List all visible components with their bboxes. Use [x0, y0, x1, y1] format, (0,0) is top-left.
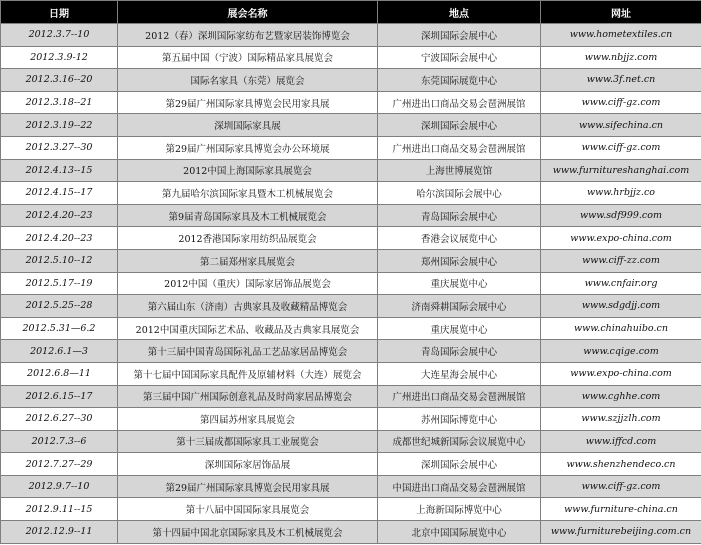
cell-venue: 宁波国际会展中心: [378, 46, 541, 69]
cell-date: 2012.5.17--19: [1, 272, 118, 295]
table-row: [1, 114, 701, 137]
cell-exhibition-name: 第十四届中国北京国际家具及木工机械展览会: [118, 521, 378, 544]
cell-website: www.sdf999.com: [541, 204, 701, 227]
cell-exhibition-name: 第29届广州国际家具博览会民用家具展: [118, 91, 378, 114]
cell-exhibition-name: 2012香港国际家用纺织品展览会: [118, 227, 378, 250]
cell-date: 2012.3.7--10: [1, 24, 118, 47]
cell-venue: 广州进出口商品交易会琶洲展馆: [378, 91, 541, 114]
cell-website: www.szjjzlh.com: [541, 408, 701, 431]
cell-date: 2012.3.16--20: [1, 69, 118, 92]
cell-venue: 青岛国际会展中心: [378, 204, 541, 227]
table-row: [1, 227, 701, 250]
cell-website: www.chinahuibo.cn: [541, 317, 701, 340]
cell-venue: 北京中国国际展览中心: [378, 521, 541, 544]
cell-date: 2012.3.27--30: [1, 136, 118, 159]
cell-venue: 苏州国际博览中心: [378, 408, 541, 431]
table-row: [1, 340, 701, 363]
cell-date: 2012.3.19--22: [1, 114, 118, 137]
cell-date: 2012.4.13--15: [1, 159, 118, 182]
table-row: [1, 498, 701, 521]
table-row: [1, 69, 701, 92]
cell-exhibition-name: 第十七届中国国际家具配件及原辅材料（大连）展览会: [118, 362, 378, 385]
cell-venue: 广州进出口商品交易会琶洲展馆: [378, 385, 541, 408]
cell-website: www.furniturebeijing.com.cn: [541, 521, 701, 544]
cell-exhibition-name: 第十三届中国青岛国际礼品工艺品家居品博览会: [118, 340, 378, 363]
cell-date: 2012.6.27--30: [1, 408, 118, 431]
cell-date: 2012.12.9--11: [1, 521, 118, 544]
cell-website: www.shenzhendeco.cn: [541, 453, 701, 476]
cell-venue: 广州进出口商品交易会琶洲展馆: [378, 136, 541, 159]
table-row: [1, 453, 701, 476]
table-row: [1, 521, 701, 544]
cell-exhibition-name: 2012中国（重庆）国际家居饰品展览会: [118, 272, 378, 295]
cell-website: www.hometextiles.cn: [541, 24, 701, 47]
cell-venue: 上海新国际博览中心: [378, 498, 541, 521]
cell-website: www.sifechina.cn: [541, 114, 701, 137]
table-row: [1, 475, 701, 498]
cell-exhibition-name: 第十八届中国国际家具展览会: [118, 498, 378, 521]
cell-venue: 成都世纪城新国际会议展览中心: [378, 430, 541, 453]
header-exhibition-name: 展会名称: [118, 1, 378, 24]
table-row: [1, 91, 701, 114]
cell-website: www.sdgdjj.com: [541, 295, 701, 318]
cell-date: 2012.6.15--17: [1, 385, 118, 408]
cell-date: 2012.9.11--15: [1, 498, 118, 521]
cell-exhibition-name: 2012中国重庆国际艺术品、收藏品及古典家具展览会: [118, 317, 378, 340]
header-row: [1, 1, 701, 24]
cell-date: 2012.5.25--28: [1, 295, 118, 318]
cell-venue: 深圳国际会展中心: [378, 24, 541, 47]
table-row: [1, 159, 701, 182]
cell-website: www.3f.net.cn: [541, 69, 701, 92]
cell-website: www.expo-china.com: [541, 227, 701, 250]
cell-website: www.ciff-gz.com: [541, 475, 701, 498]
table-row: [1, 204, 701, 227]
cell-exhibition-name: 深圳国际家居饰品展: [118, 453, 378, 476]
cell-website: www.ciff-gz.com: [541, 91, 701, 114]
cell-exhibition-name: 第29届广州国际家具博览会民用家具展: [118, 475, 378, 498]
cell-website: www.ciff-gz.com: [541, 136, 701, 159]
cell-exhibition-name: 第三届中国广州国际创意礼品及时尚家居品博览会: [118, 385, 378, 408]
header-venue: 地点: [378, 1, 541, 24]
table-row: [1, 385, 701, 408]
cell-date: 2012.7.3--6: [1, 430, 118, 453]
cell-exhibition-name: 国际名家具（东莞）展览会: [118, 69, 378, 92]
table-row: [1, 249, 701, 272]
cell-venue: 上海世博展览馆: [378, 159, 541, 182]
table-row: [1, 136, 701, 159]
cell-venue: 哈尔滨国际会展中心: [378, 182, 541, 205]
cell-venue: 济南舜耕国际会展中心: [378, 295, 541, 318]
cell-date: 2012.5.10--12: [1, 249, 118, 272]
table-row: [1, 295, 701, 318]
cell-venue: 深圳国际会展中心: [378, 114, 541, 137]
header-date: 日期: [1, 1, 118, 24]
cell-website: www.hrbjjz.co: [541, 182, 701, 205]
table-row: [1, 272, 701, 295]
cell-date: 2012.7.27--29: [1, 453, 118, 476]
cell-venue: 重庆展览中心: [378, 317, 541, 340]
cell-exhibition-name: 第四届苏州家具展览会: [118, 408, 378, 431]
cell-date: 2012.4.15--17: [1, 182, 118, 205]
cell-date: 2012.9.7--10: [1, 475, 118, 498]
cell-website: www.iffcd.com: [541, 430, 701, 453]
cell-date: 2012.5.31—6.2: [1, 317, 118, 340]
cell-website: www.cghhe.com: [541, 385, 701, 408]
cell-venue: 重庆展览中心: [378, 272, 541, 295]
cell-venue: 深圳国际会展中心: [378, 453, 541, 476]
cell-website: www.ciff-zz.com: [541, 249, 701, 272]
table-row: [1, 46, 701, 69]
table-row: [1, 408, 701, 431]
cell-venue: 东莞国际展览中心: [378, 69, 541, 92]
cell-website: www.cnfair.org: [541, 272, 701, 295]
cell-exhibition-name: 第十三届成都国际家具工业展览会: [118, 430, 378, 453]
table-row: [1, 430, 701, 453]
cell-exhibition-name: 2012中国上海国际家具展览会: [118, 159, 378, 182]
cell-venue: 香港会议展览中心: [378, 227, 541, 250]
cell-exhibition-name: 2012（春）深圳国际家纺布艺暨家居装饰博览会: [118, 24, 378, 47]
cell-date: 2012.4.20--23: [1, 204, 118, 227]
cell-date: 2012.3.9-12: [1, 46, 118, 69]
header-website: 网址: [541, 1, 701, 24]
cell-exhibition-name: 第九届哈尔滨国际家具暨木工机械展览会: [118, 182, 378, 205]
cell-venue: 中国进出口商品交易会琶洲展馆: [378, 475, 541, 498]
cell-exhibition-name: 第9届青岛国际家具及木工机械展览会: [118, 204, 378, 227]
cell-date: 2012.6.8—11: [1, 362, 118, 385]
cell-website: www.furnitureshanghai.com: [541, 159, 701, 182]
cell-exhibition-name: 第29届广州国际家具博览会办公环境展: [118, 136, 378, 159]
cell-date: 2012.4.20--23: [1, 227, 118, 250]
cell-website: www.expo-china.com: [541, 362, 701, 385]
cell-date: 2012.6.1—3: [1, 340, 118, 363]
cell-website: www.cqige.com: [541, 340, 701, 363]
cell-date: 2012.3.18--21: [1, 91, 118, 114]
table-row: [1, 182, 701, 205]
cell-exhibition-name: 第二届郑州家具展览会: [118, 249, 378, 272]
cell-website: www.nbjjz.com: [541, 46, 701, 69]
table-row: [1, 24, 701, 47]
table-row: [1, 362, 701, 385]
cell-exhibition-name: 第五届中国（宁波）国际精品家具展览会: [118, 46, 378, 69]
table-row: [1, 317, 701, 340]
cell-exhibition-name: 深圳国际家具展: [118, 114, 378, 137]
cell-venue: 大连星海会展中心: [378, 362, 541, 385]
cell-exhibition-name: 第六届山东（济南）古典家具及收藏精品博览会: [118, 295, 378, 318]
cell-venue: 郑州国际会展中心: [378, 249, 541, 272]
cell-venue: 青岛国际会展中心: [378, 340, 541, 363]
cell-website: www.furniture-china.cn: [541, 498, 701, 521]
